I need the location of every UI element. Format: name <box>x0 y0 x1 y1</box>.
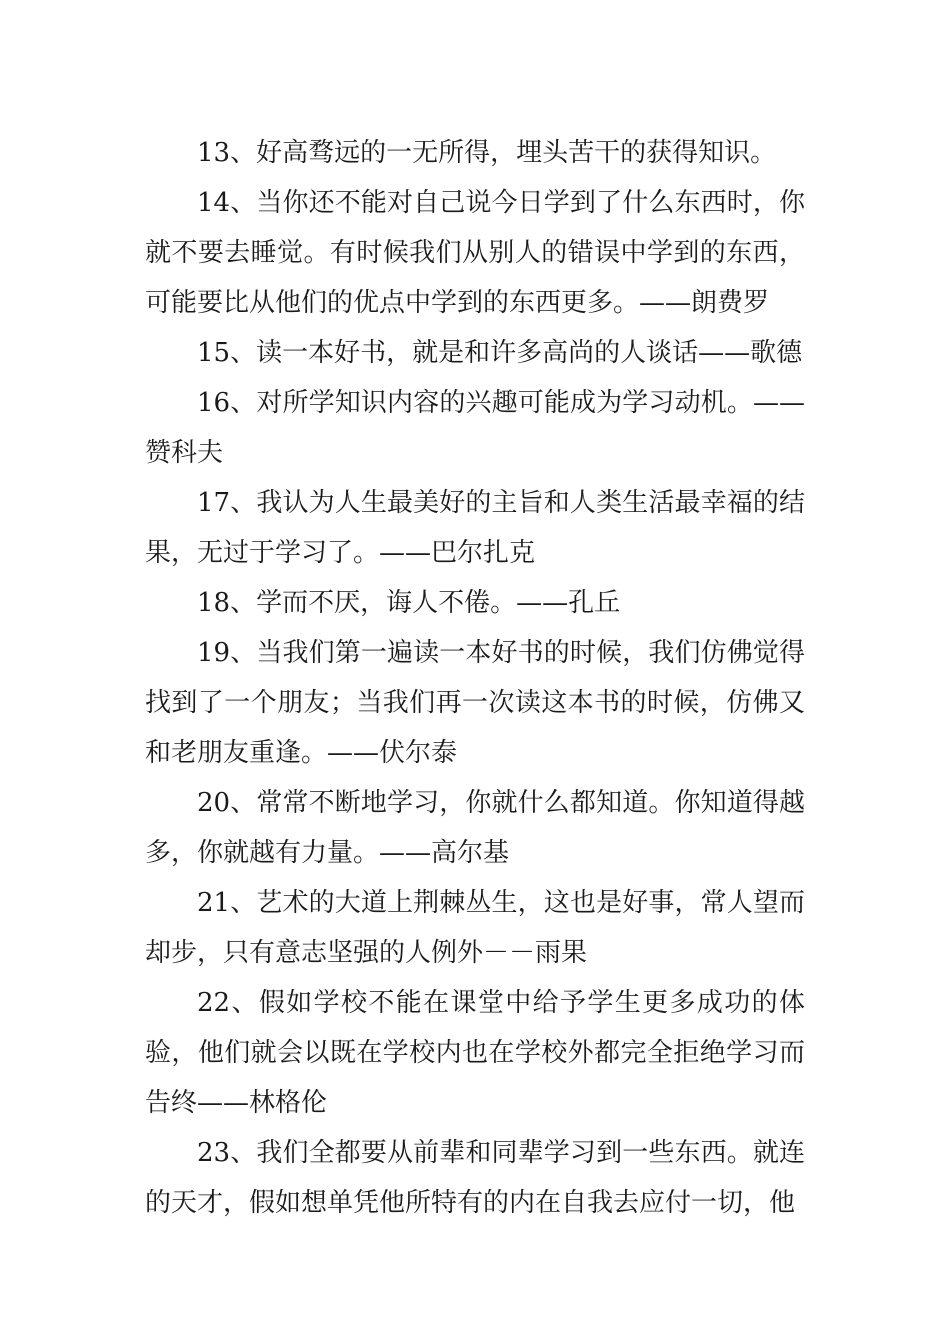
quote-paragraph-13: 13、好高骛远的一无所得，埋头苦干的获得知识。 <box>197 138 777 168</box>
quote-paragraph-21: 21、艺术的大道上荆棘丛生，这也是好事，常人望而却步，只有意志坚强的人例外－－雨果 <box>145 888 805 968</box>
quote-paragraph-20: 20、常常不断地学习，你就什么都知道。你知道得越多，你就越有力量。——高尔基 <box>145 788 805 868</box>
quote-paragraph-14: 14、当你还不能对自己说今日学到了什么东西时，你就不要去睡觉。有时候我们从别人的错误中学到的东西，可能要比从他们的优点中学到的东西更多。——朗费罗 <box>145 188 805 318</box>
quote-paragraph-17: 17、我认为人生最美好的主旨和人类生活最幸福的结果，无过于学习了。——巴尔扎克 <box>145 488 805 568</box>
document-body <box>145 128 805 1228</box>
quote-paragraph-16: 16、对所学知识内容的兴趣可能成为学习动机。——赞科夫 <box>145 388 805 468</box>
quote-paragraph-19: 19、当我们第一遍读一本好书的时候，我们仿佛觉得找到了一个朋友；当我们再一次读这本书的时候，仿佛又和老朋友重逢。——伏尔泰 <box>145 638 805 768</box>
quote-paragraph-15: 15、读一本好书，就是和许多高尚的人谈话——歌德 <box>197 338 803 368</box>
quote-paragraph-18: 18、学而不厌，诲人不倦。——孔丘 <box>197 588 621 618</box>
quote-paragraph-22: 22、假如学校不能在课堂中给予学生更多成功的体验，他们就会以既在学校内也在学校外都完全拒绝学习而告终——林格伦 <box>145 988 805 1118</box>
quote-paragraph-23: 23、我们全都要从前辈和同辈学习到一些东西。就连的天才，假如想单凭他所特有的内在自我去应付一切，他 <box>145 1138 805 1218</box>
